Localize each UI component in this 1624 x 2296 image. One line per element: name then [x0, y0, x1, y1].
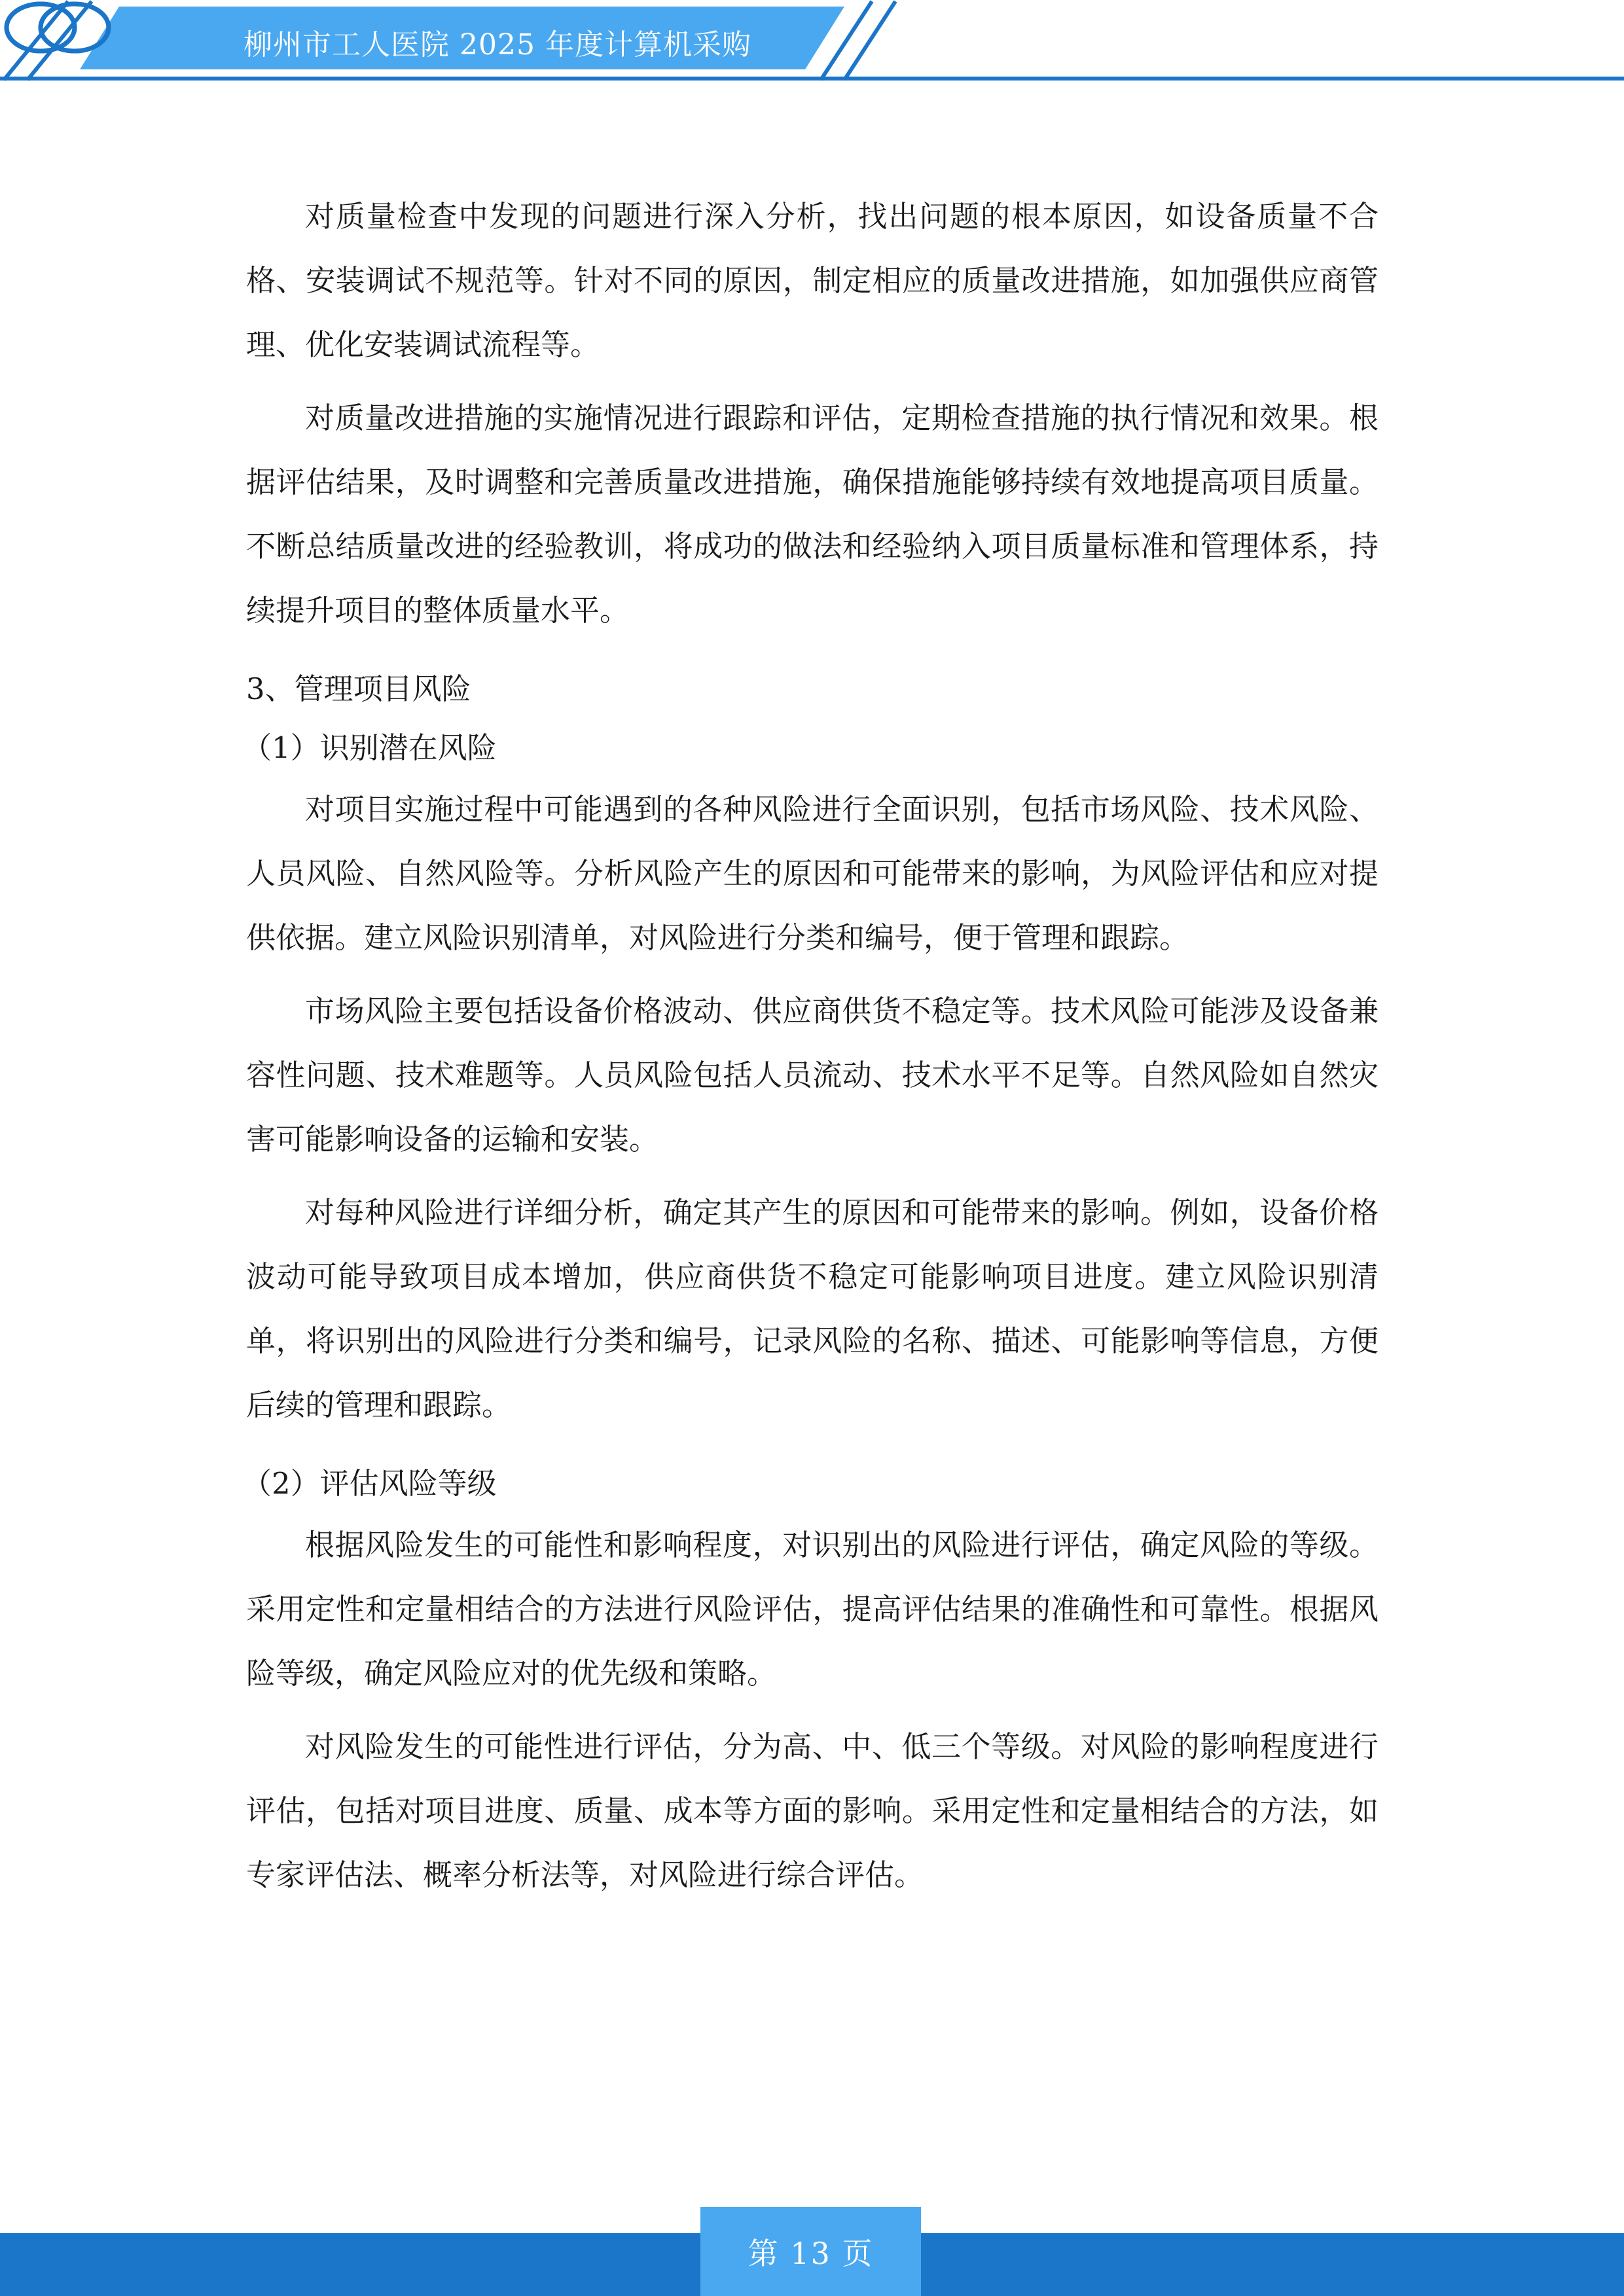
paragraph: 对质量检查中发现的问题进行深入分析，找出问题的根本原因，如设备质量不合格、安装调试不规范等。针对不同的原因，制定相应的质量改进措施，如加强供应商管理、优化安装调试流程等。: [246, 199, 1379, 362]
paragraph: 对项目实施过程中可能遇到的各种风险进行全面识别，包括市场风险、技术风险、人员风险、自然风险等。分析风险产生的原因和可能带来的影响，为风险评估和应对提供依据。建立风险识别清单，对风险进行分类和编号，便于管理和跟踪。: [246, 792, 1379, 955]
interlocking-rings-icon: [0, 0, 115, 55]
document-body: [242, 185, 1379, 1916]
paragraph: 对风险发生的可能性进行评估，分为高、中、低三个等级。对风险的影响程度进行评估，包括对项目进度、质量、成本等方面的影响。采用定性和定量相结合的方法，如专家评估法、概率分析法等，对风险进行综合评估。: [246, 1729, 1379, 1892]
paragraph: 市场风险主要包括设备价格波动、供应商供货不稳定等。技术风险可能涉及设备兼容性问题、技术难题等。人员风险包括人员流动、技术水平不足等。自然风险如自然灾害可能影响设备的运输和安装。: [246, 994, 1379, 1157]
subsection-heading: （2）评估风险等级: [242, 1466, 497, 1501]
page-header: [0, 0, 1624, 85]
paragraph: 对每种风险进行详细分析，确定其产生的原因和可能带来的影响。例如，设备价格波动可能导致项目成本增加，供应商供货不稳定可能影响项目进度。建立风险识别清单，将识别出的风险进行分类和编号，记录风险的名称、描述、可能影响等信息，方便后续的管理和跟踪。: [246, 1195, 1379, 1422]
section-heading: 3、管理项目风险: [246, 672, 471, 706]
header-title: 柳州市工人医院 2025 年度计算机采购: [244, 28, 751, 62]
paragraph: 对质量改进措施的实施情况进行跟踪和评估，定期检查措施的执行情况和效果。根据评估结果，及时调整和完善质量改进措施，确保措施能够持续有效地提高项目质量。不断总结质量改进的经验教训，将成功的做法和经验纳入项目质量标准和管理体系，持续提升项目的整体质量水平。: [246, 401, 1379, 628]
page-number: 第 13 页: [700, 2207, 921, 2296]
paragraph: 根据风险发生的可能性和影响程度，对识别出的风险进行评估，确定风险的等级。采用定性和定量相结合的方法进行风险评估，提高评估结果的准确性和可靠性。根据风险等级，确定风险应对的优先级和策略。: [246, 1528, 1379, 1691]
subsection-heading: （1）识别潜在风险: [242, 730, 497, 765]
header-slant-line: [844, 1, 895, 80]
